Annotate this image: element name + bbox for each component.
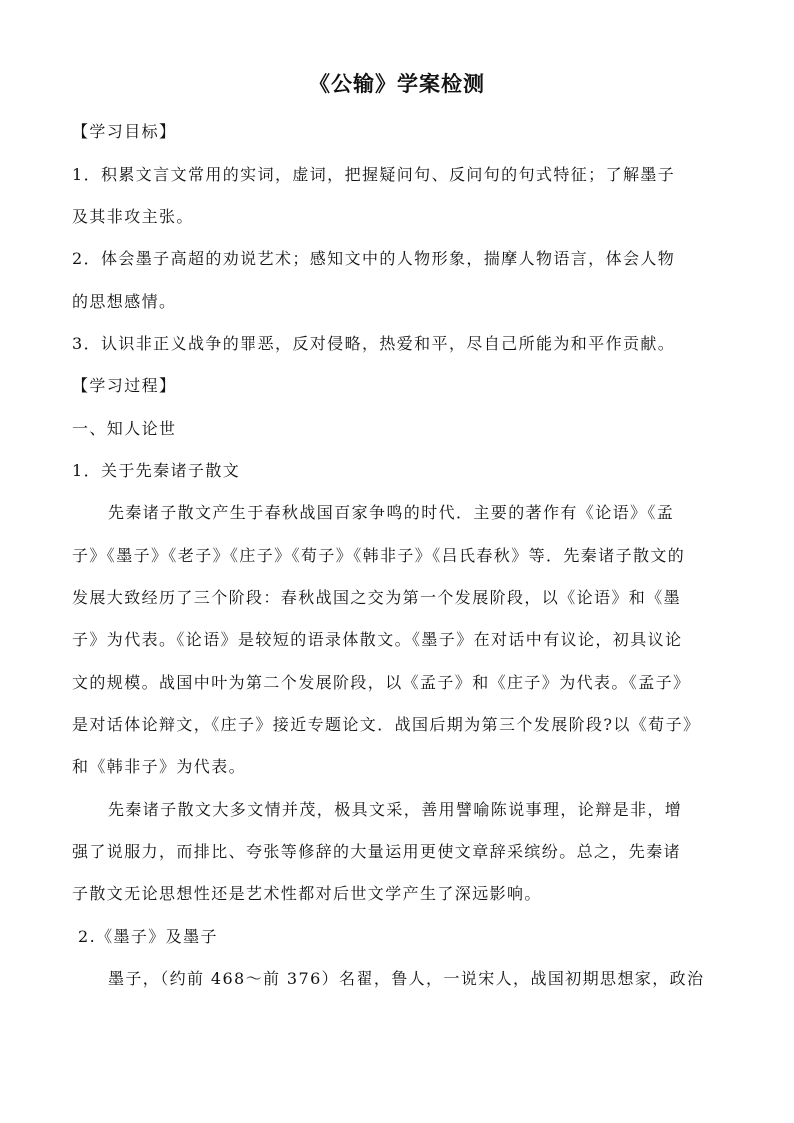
paragraph-line: 是对话体论辩文，《庄子》接近专题论文．战国后期为第三个发展阶段?以《荀子》 bbox=[72, 715, 701, 734]
objective-line: 及其非攻主张。 bbox=[72, 207, 194, 226]
paragraph-line: 子》为代表。《论语》是较短的语录体散文。《墨子》在对话中有议论，初具议论 bbox=[72, 630, 683, 649]
paragraph-line: 先秦诸子散文大多文情并茂，极具文采，善用譬喻陈说事理，论辩是非，增 bbox=[108, 800, 683, 819]
paragraph-line: 发展大致经历了三个阶段：春秋战国之交为第一个发展阶段，以《论语》和《墨 bbox=[72, 588, 682, 607]
paragraph-line: 子》《墨子》《老子》《庄子》《荀子》《韩非子》《吕氏春秋》等．先秦诸子散文的 bbox=[72, 546, 686, 565]
objective-line: 3．认识非正义战争的罪恶，反对侵略，热爱和平，尽自己所能为和平作贡献。 bbox=[72, 334, 676, 353]
document-title: 《公输》学案检测 bbox=[309, 72, 485, 96]
paragraph-line: 文的规模。战国中叶为第二个发展阶段，以《孟子》和《庄子》为代表。《孟子》 bbox=[72, 673, 691, 692]
objective-line: 1．积累文言文常用的实词，虚词，把握疑问句、反问句的句式特征；了解墨子 bbox=[72, 165, 676, 184]
section-heading-objectives: 【学习目标】 bbox=[72, 122, 177, 141]
subsection-heading: 一、知人论世 bbox=[72, 419, 177, 438]
paragraph-line: 和《韩非子》为代表。 bbox=[72, 757, 247, 776]
section-heading-process: 【学习过程】 bbox=[72, 376, 177, 395]
objective-line: 2．体会墨子高超的劝说艺术；感知文中的人物形象，揣摩人物语言，体会人物 bbox=[72, 249, 676, 268]
subsection-heading: 1．关于先秦诸子散文 bbox=[72, 461, 241, 480]
paragraph-line: 先秦诸子散文产生于春秋战国百家争鸣的时代．主要的著作有《论语》《孟 bbox=[108, 503, 675, 522]
subsection-heading: 2.《墨子》及墨子 bbox=[78, 927, 218, 946]
paragraph-line: 子散文无论思想性还是艺术性都对后世文学产生了深远影响。 bbox=[72, 884, 542, 903]
paragraph-line: 强了说服力，而排比、夸张等修辞的大量运用更使文章辞采缤纷。总之，先秦诸 bbox=[72, 842, 682, 861]
objective-line: 的思想感情。 bbox=[72, 292, 177, 311]
paragraph-line: 墨子，（约前 468～前 376）名翟，鲁人，一说宋人，战国初期思想家，政治 bbox=[108, 969, 705, 988]
